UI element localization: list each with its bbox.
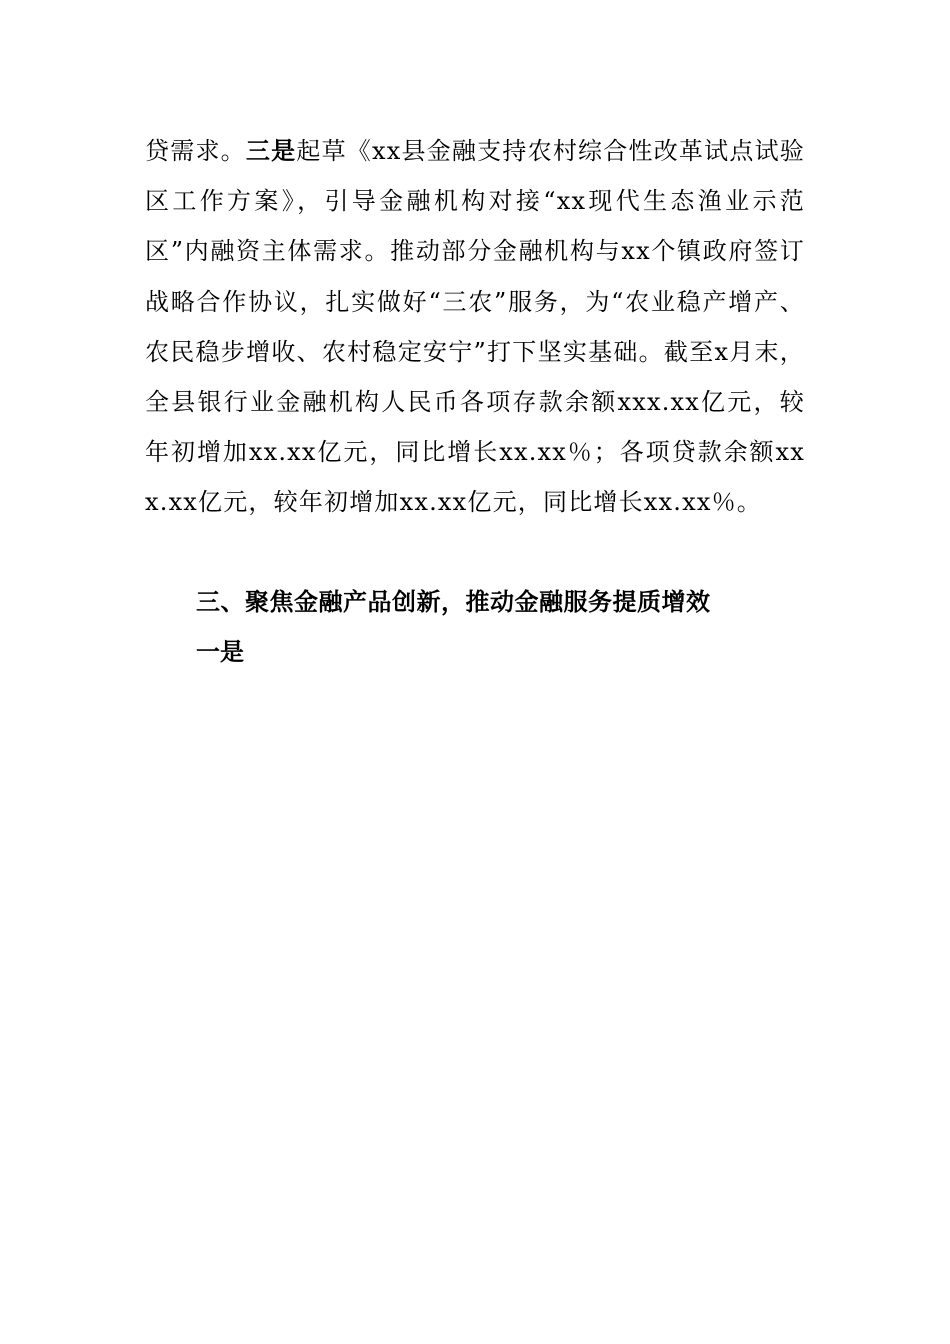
sub-item-start: 一是 — [196, 638, 244, 666]
paragraph-text: 起草《xx县金融支持农村综合性改革试点试验区工作方案》，引导金融机构对接“xx现代生态渔业示范区”内融资主体需求。推动部分金融机构与xx个镇政府签订战略合作协议，扎实做好“三农”服务，为“农业稳产增产、农民稳步增收、农村稳定安宁”打下坚实基础。截至x月末，全县银行业金融机构人民币各项存款余额xxx.xx亿元，较年初增加xx.xx亿元，同比增长xx.xx％；各项贷款余额xxx.xx亿元，较年初增加xx.xx亿元，同比增长xx.xx％。 — [145, 137, 805, 517]
paragraph-lead: 贷需求。 — [145, 137, 246, 165]
body-paragraph — [145, 126, 805, 528]
bold-marker-three: 三是 — [245, 137, 297, 165]
section-heading: 三、聚焦金融产品创新，推动金融服务提质增效 — [196, 588, 711, 616]
